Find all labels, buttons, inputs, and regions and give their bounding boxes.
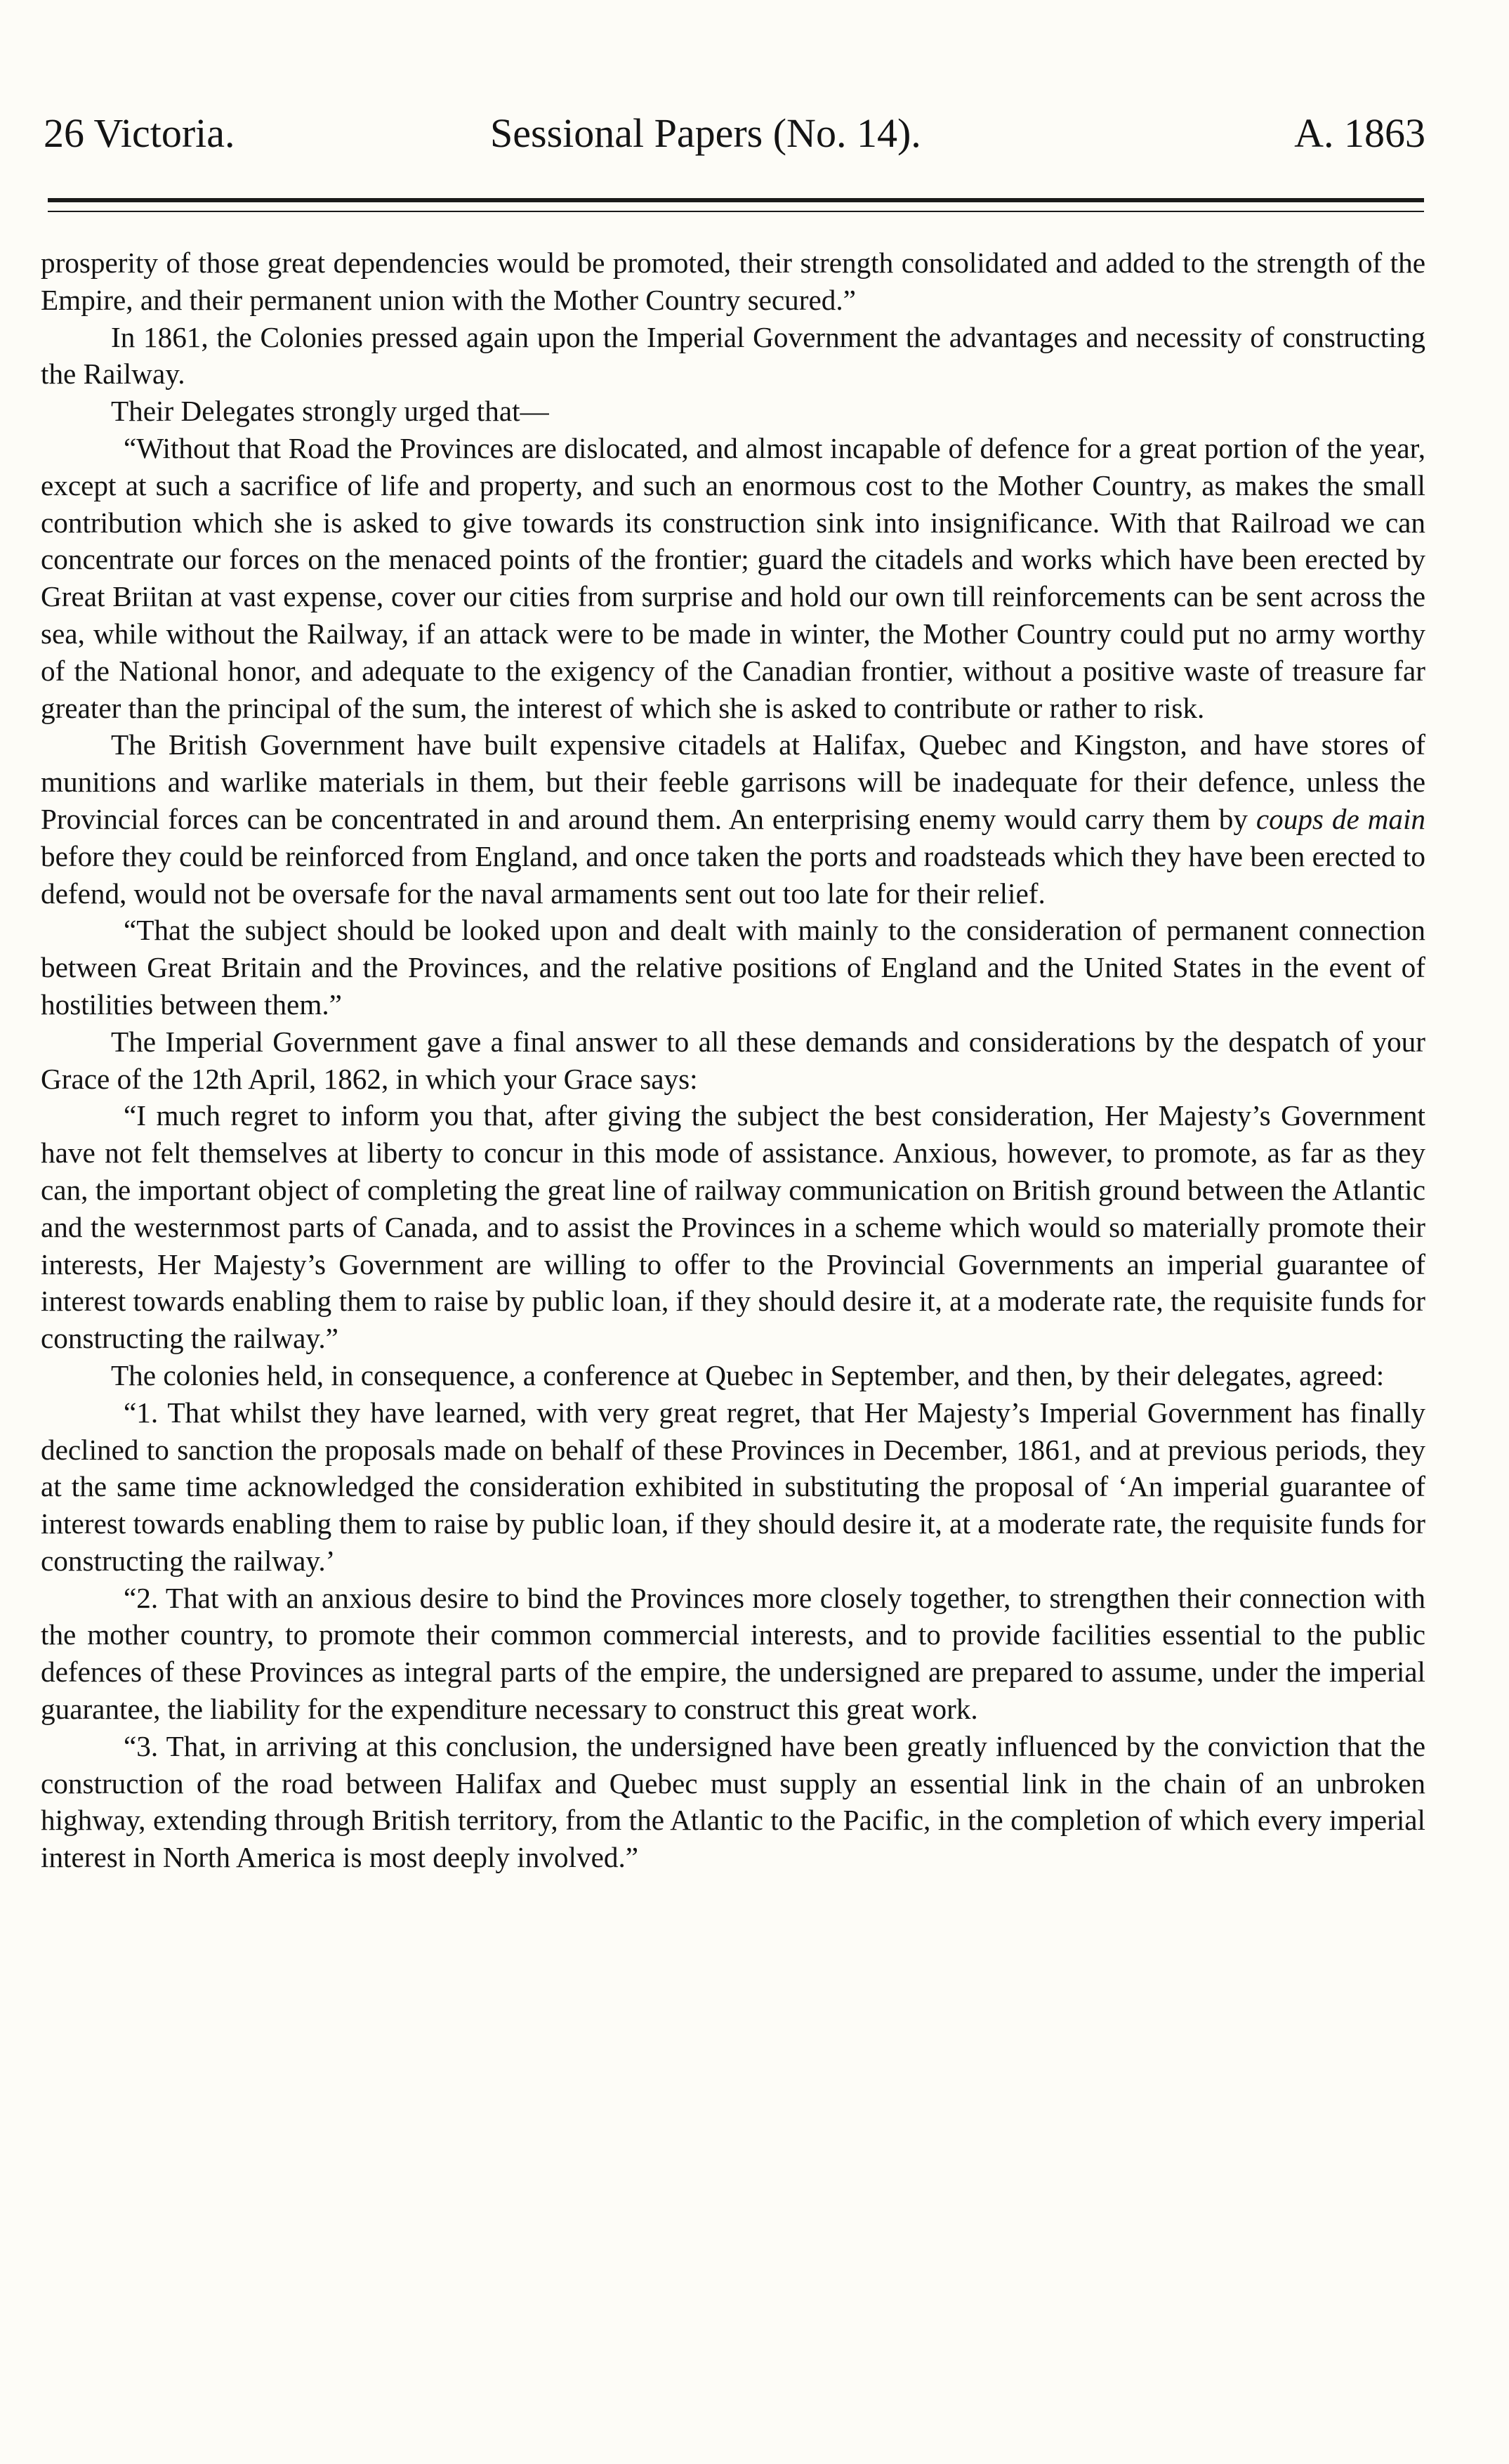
quote-paragraph: “3. That, in arriving at this conclusion, the undersigned have been greatly influenced by the conviction that the construction of the road between Halifax and Quebec must supply an essential link in the chain of an unbroken highway, extending through British territory, from the Atlantic to the Pacific, in the completion of which every imperial interest in North America is most deeply involved.” <box>41 1729 1425 1874</box>
header-session: 26 Victoria. <box>44 110 235 156</box>
paragraph: Their Delegates strongly urged that— <box>111 395 549 428</box>
quote-paragraph: “That the subject should be looked upon and dealt with mainly to the consideration of permanent connection between Great Britain and the Provinces, and the relative positions of England and the United States in the event of hostilities between them.” <box>41 914 1425 1021</box>
paragraph: In 1861, the Colonies pressed again upon the Imperial Government the advantages and necessity of constructing the Railway. <box>41 320 1425 391</box>
document-page <box>41 0 1425 2464</box>
paragraph: The Imperial Government gave a final answer to all these demands and considerations by the despatch of your Grace of the 12th April, 1862, in which your Grace says: <box>41 1025 1425 1095</box>
quote-paragraph: “1. That whilst they have learned, with very great regret, that Her Majesty’s Imperial Government has finally declined to sanction the proposals made on behalf of these Provinces in December, 1861, and at previous periods, they at the same time acknowledged the consideration exhibited in substituting the proposal of ‘An imperial guarantee of interest towards enabling them to raise by public loan, if they should desire it, at a moderate rate, the requisite funds for constructing the railway.’ <box>41 1396 1425 1577</box>
paragraph: prosperity of those great dependencies would be promoted, their strength consolidated and added to the strength of the Empire, and their permanent union with the Mother Country secured.” <box>41 247 1425 316</box>
italic-phrase: coups de main <box>1256 802 1426 835</box>
paragraph-text: The British Government have built expensive citadels at Halifax, Quebec and Kingston, and have stores of munitions and warlike materials in them, but their feeble garrisons will be inadequate for their defence, unless the Provincial forces can be concentrated in and around them. An enterprising enemy would carry them by <box>41 728 1425 835</box>
paragraph-text: before they could be reinforced from England, and once taken the ports and roadsteads which they have been erected to defend, would not be oversafe for the naval armaments sent out too late for their relief. <box>41 839 1425 910</box>
quote-paragraph: “I much regret to inform you that, after giving the subject the best consideration, Her Majesty’s Government have not felt themselves at liberty to concur in this mode of assistance. Anxious, however, to promote, as far as they can, the important object of completing the great line of railway communication on British ground between the Atlantic and the westernmost parts of Canada, and to assist the Provinces in a scheme which would so materially promote their interests, Her Majesty’s Government are willing to offer to the Provincial Governments an imperial guarantee of interest towards enabling them to raise by public loan, if they should desire it, at a moderate rate, the requisite funds for constructing the railway.” <box>41 1099 1425 1355</box>
page-header <box>41 105 1425 162</box>
body-text <box>41 244 1425 1876</box>
header-title: Sessional Papers (No. 14). <box>490 110 921 156</box>
header-year: A. 1863 <box>1294 110 1425 156</box>
header-rule-thick <box>48 198 1424 202</box>
header-rule-thin <box>48 211 1424 212</box>
paragraph <box>41 726 1425 912</box>
paragraph: The colonies held, in consequence, a conference at Quebec in September, and then, by their delegates, agreed: <box>111 1358 1385 1391</box>
quote-paragraph: “Without that Road the Provinces are dislocated, and almost incapable of defence for a great portion of the year, except at such a sacrifice of life and property, and such an enormous cost to the Mother Country, as makes the small contribution which she is asked to give towards its construction sink into insignificance. With that Railroad we can concentrate our forces on the menaced points of the frontier; guard the citadels and works which have been erected by Great Briitan at vast expense, cover our cities from surprise and hold our own till reinforcements can be sent across the sea, while without the Railway, if an attack were to be made in winter, the Mother Country could put no army worthy of the National honor, and adequate to the exigency of the Canadian frontier, without a positive waste of treasure far greater than the principal of the sum, the interest of which she is asked to contribute or rather to risk. <box>41 431 1425 724</box>
quote-paragraph: “2. That with an anxious desire to bind the Provinces more closely together, to strengthen their connection with the mother country, to promote their common commercial interests, and to provide facilities essential to the public defences of these Provinces as integral parts of the empire, the undersigned are prepared to assume, under the imperial guarantee, the liability for the expenditure necessary to construct this great work. <box>41 1581 1425 1726</box>
